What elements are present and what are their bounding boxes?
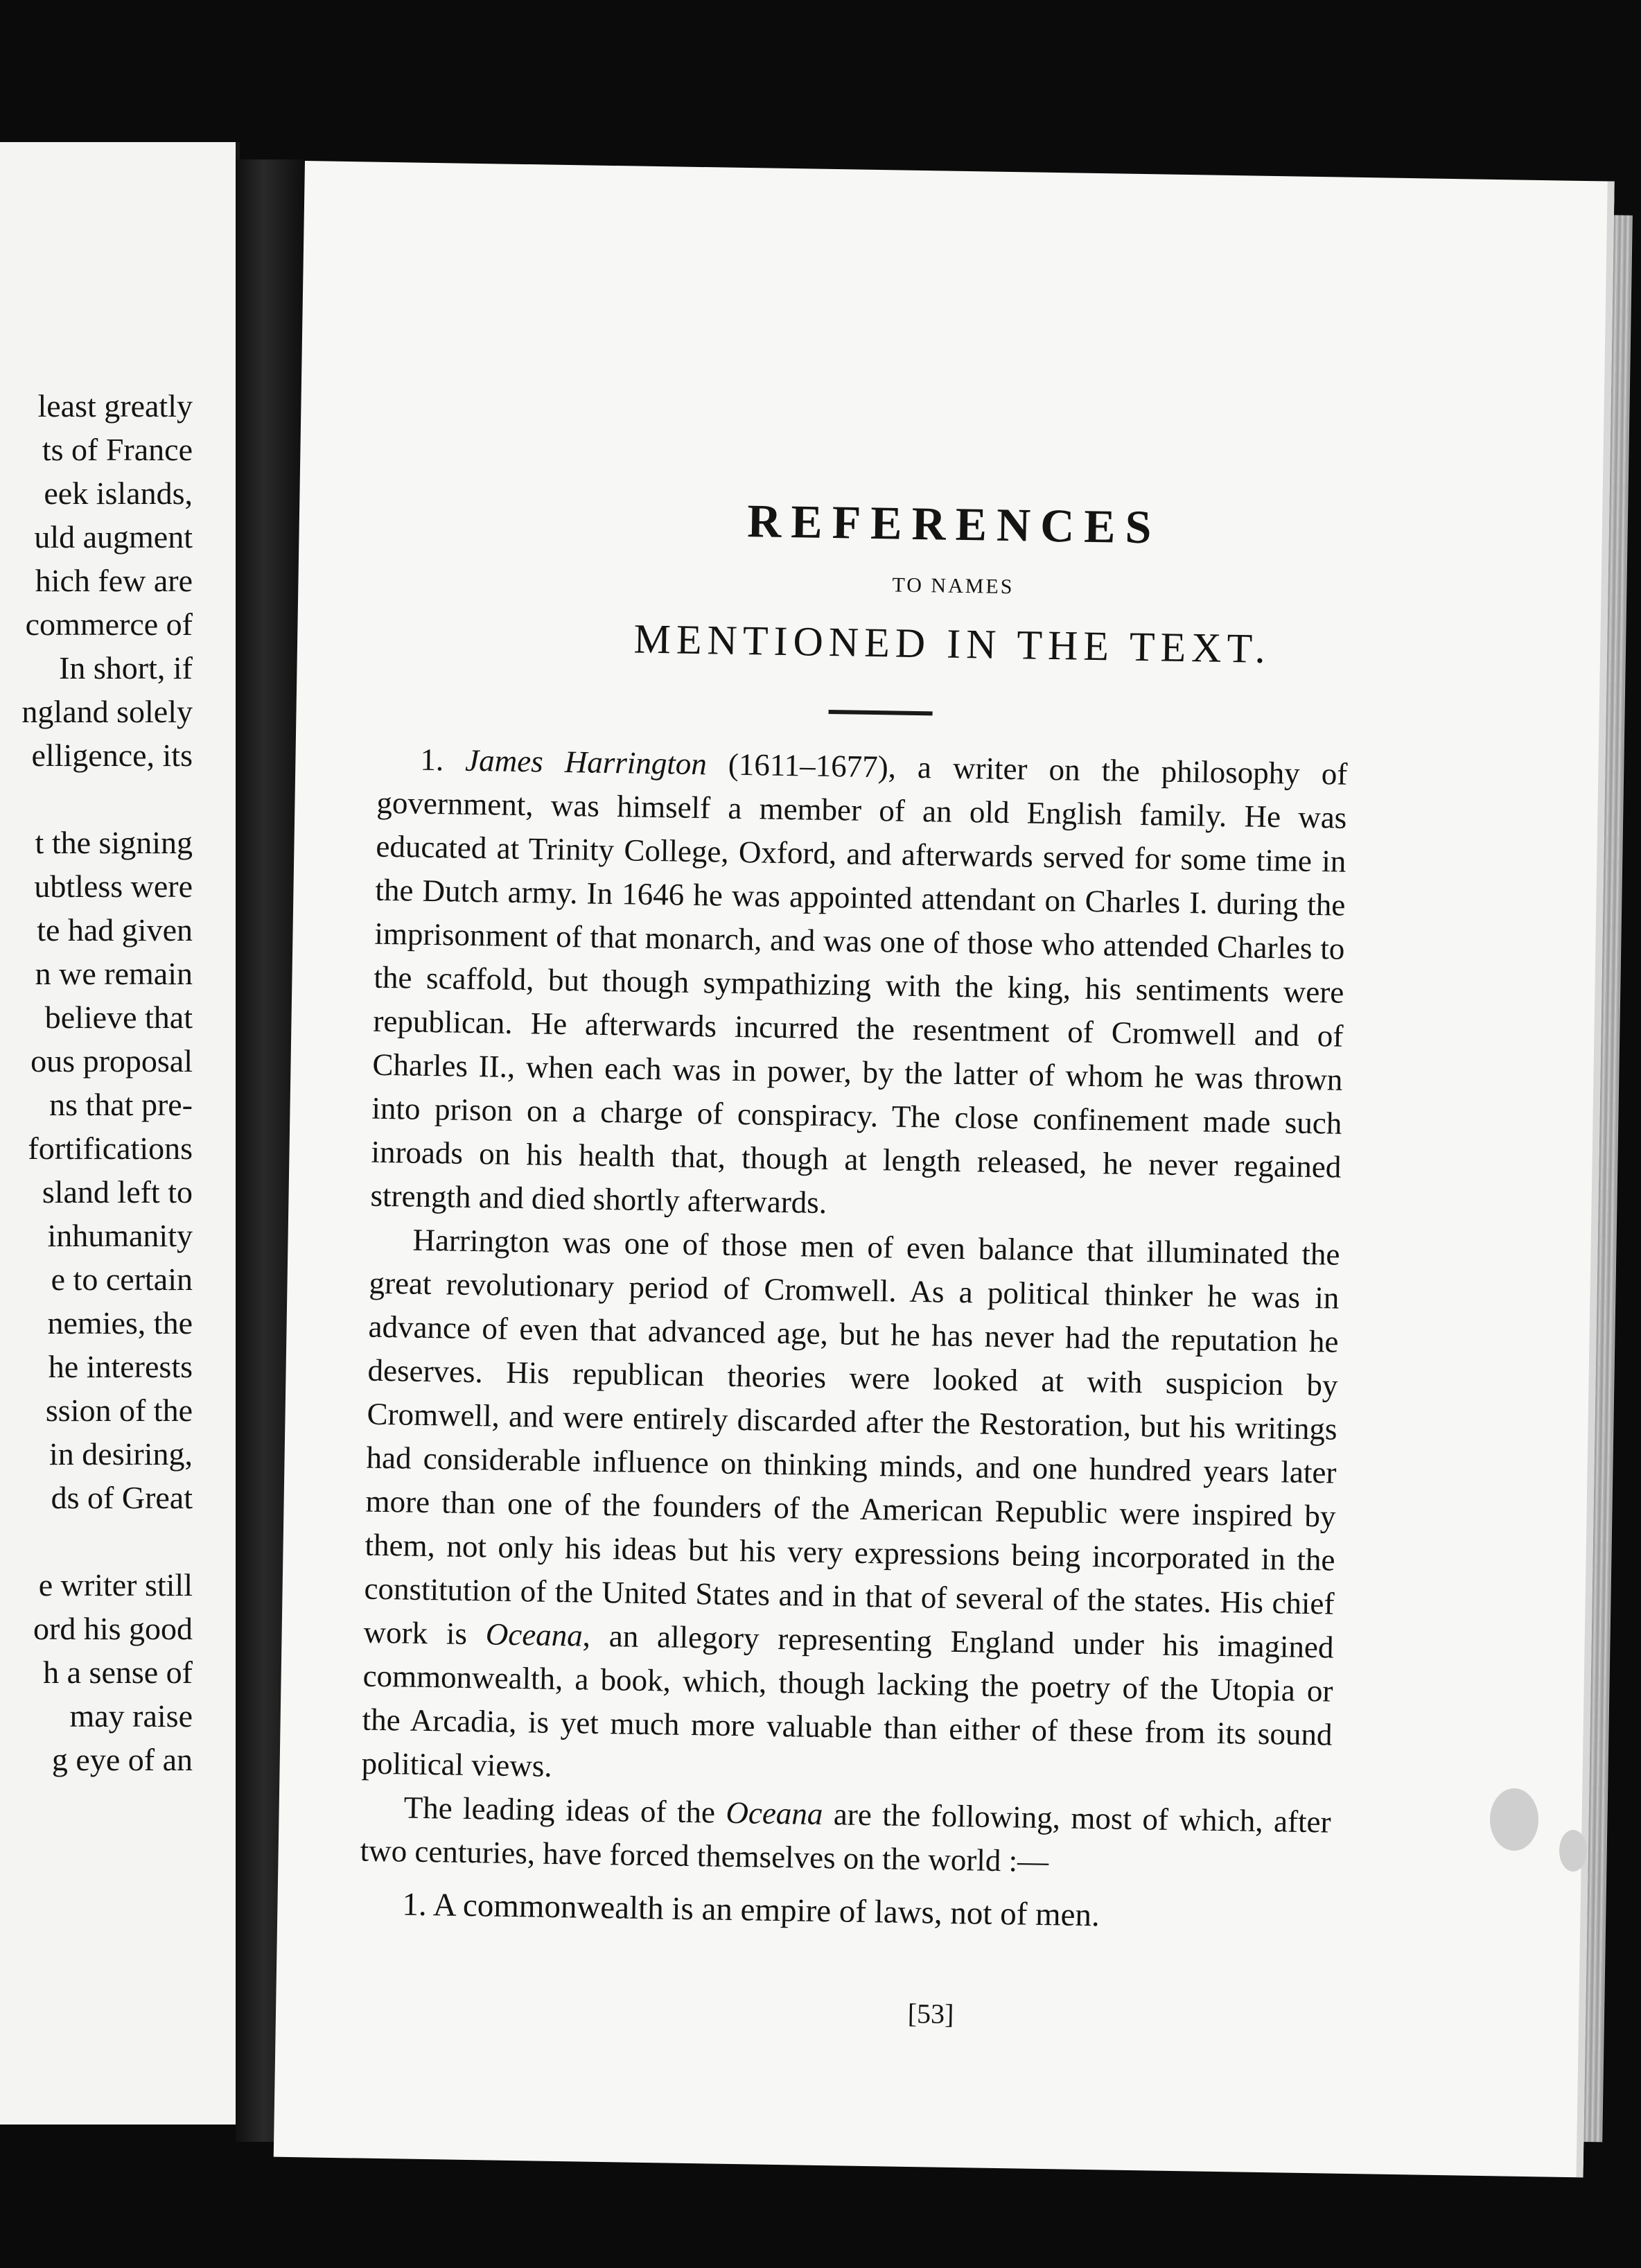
left-page-line: commerce of: [25, 607, 193, 642]
left-page-line: ssion of the: [45, 1393, 193, 1428]
left-page-line: t the signing: [35, 825, 193, 860]
paragraph-leading-ideas: [360, 1786, 1331, 1888]
left-page-line: ts of France: [42, 432, 193, 467]
paragraph-3-text: The leading ideas of the: [403, 1790, 716, 1830]
left-page-line: ous proposal: [30, 1043, 193, 1079]
page-subtitle: TO NAMES: [892, 573, 1015, 599]
left-page-line: ds of Great: [51, 1480, 193, 1515]
paragraph-1-text: (1611–1677), a writer on the philosophy of government, was himself a member of an old English family. He was educated at Trinity College, Oxford, and afterwards served for some time in the Dutch army. In 1646 he was appointed attendant on Charles I. during the imprisonment of that monarch, and was one of those who attended Charles to the scaffold, but though sympathizing with the king, his sentiments were republican. He afterwards incurred the resentment of Cromwell and of Charles II., when each was in power, by the latter of whom he was thrown into prison on a charge of conspiracy. The close confinement made such inroads on his health that, though at length released, he never regained strength and died shortly afterwards.: [370, 747, 1348, 1221]
left-page-line: n we remain: [35, 956, 193, 991]
left-page-line: uld augment: [34, 519, 193, 555]
page-number: [53]: [907, 1997, 954, 2030]
page-title: REFERENCES: [746, 494, 1162, 554]
left-page-line: inhumanity: [47, 1218, 193, 1253]
page-title-line-2: MENTIONED IN THE TEXT.: [633, 616, 1272, 672]
left-page-line: eek islands,: [44, 476, 193, 511]
paragraph-2-text: Harrington was one of those men of even balance that illuminated the great revolutionary period of Cromwell. As a political thinker he was in advance of even that advanced age, but he has never had the reputation he deserves. His republican theories were looked at with suspicion by Cromwell, and were entirely discarded after the Restoration, but his writings had considerable influence on thinking minds, and one hundred years later more than one of the founders of the American Republic were inspired by them, not only his ideas but his very expressions being incorporated in the constitution of the United States and in that of several of the states. His chief work is: [363, 1222, 1340, 1651]
left-page: [0, 142, 240, 2125]
entry-name: James Harrington: [464, 742, 708, 782]
left-page-line: ns that pre-: [49, 1087, 193, 1122]
left-page-line: ngland solely: [21, 694, 193, 729]
paragraph-harrington-bio: [370, 738, 1348, 1233]
left-page-line: in desiring,: [49, 1436, 193, 1472]
paragraph-3-text-end: are the following, most of which, after two centuries, have forced themselves on the world :—: [360, 1797, 1331, 1879]
left-page-line: e writer still: [38, 1567, 193, 1603]
left-page-line: e to certain: [51, 1262, 193, 1297]
body-text: [359, 738, 1348, 1942]
left-page-line: elligence, its: [31, 738, 193, 773]
entry-number: 1.: [420, 742, 444, 778]
left-page-line: may raise: [69, 1698, 193, 1734]
left-page-line: ubtless were: [34, 869, 193, 904]
paper-blemish: [1490, 1788, 1538, 1851]
paragraph-2-text-end: , an allegory representing England under his imagined commonwealth, a book, which, though lacking the poetry of the Utopia or the Arcadia, is yet much more valuable than either of these from its sound political views.: [361, 1618, 1334, 1783]
left-page-line: ord his good: [33, 1611, 193, 1646]
left-page-line: g eye of an: [51, 1742, 193, 1777]
left-page-line: believe that: [44, 1000, 193, 1035]
left-page-line: hich few are: [35, 563, 193, 598]
left-page-line: In short, if: [59, 650, 193, 686]
left-page-line: nemies, the: [47, 1305, 193, 1341]
oceana-title-2: Oceana: [726, 1795, 823, 1832]
title-rule: [829, 710, 933, 715]
left-page-line: he interests: [48, 1349, 193, 1384]
left-page-line: te had given: [37, 912, 193, 948]
oceana-title: Oceana: [485, 1616, 583, 1653]
left-page-line: h a sense of: [43, 1655, 193, 1690]
left-page-line: sland left to: [42, 1174, 193, 1210]
paper-blemish: [1559, 1830, 1587, 1872]
paragraph-harrington-influence: [361, 1218, 1340, 1801]
left-page-line: least greatly: [37, 388, 193, 424]
list-item: 1. A commonwealth is an empire of laws, not of men.: [402, 1886, 1100, 1934]
left-page-line: fortifications: [28, 1131, 193, 1166]
right-page: [274, 161, 1615, 2177]
